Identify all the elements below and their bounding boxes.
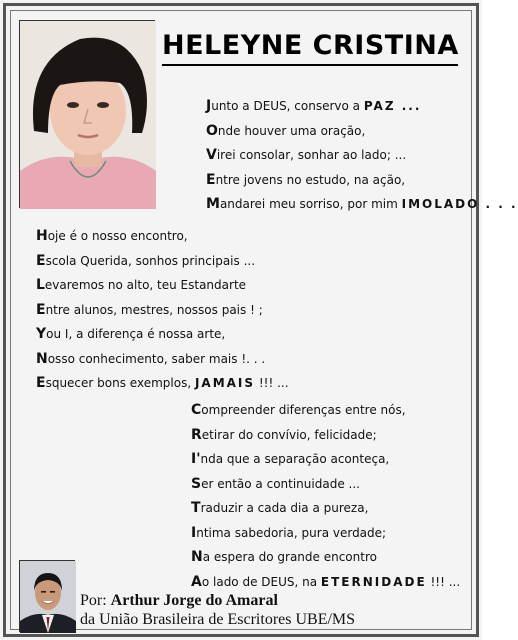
acrostic-initial: R [191,426,202,443]
poem-line [36,298,289,323]
line-text: er então a continuidade ... [201,476,360,491]
poem-line [206,192,518,217]
line-text: unto a DEUS, conservo a [211,99,364,113]
emphasis-text: PAZ ... [363,99,422,113]
acrostic-initial: E [36,301,46,318]
line-text: scola Querida, sonhos principais ... [45,253,256,268]
poem-line [206,168,518,193]
line-text: squecer bons exemplos, [45,376,195,390]
line-text: a espera do grande encontro [202,550,377,564]
acrostic-initial: H [36,228,48,244]
poem-line [206,143,518,168]
line-text: irei consolar, sonhar ao lado; ... [216,148,407,162]
stanza-2 [36,224,289,396]
line-text: nde houver uma oração, [217,123,366,138]
credit-prefix: Por: [80,592,111,609]
acrostic-initial: E [206,171,216,188]
line-text: etirar do convívio, felicidade; [201,427,377,442]
emphasis-text: ETERNIDADE [320,574,427,589]
poem-line [191,545,460,570]
poem-line [206,94,518,119]
stanza-3 [191,398,460,594]
line-text: andarei meu sorriso, por mim [219,197,402,211]
line-text: ompreender diferenças entre nós, [201,403,406,417]
line-text: o lado de DEUS, na [201,574,321,589]
poem-line [36,249,289,274]
poem-line [191,447,460,472]
line-text: ou I, a diferença é nossa arte, [46,327,226,341]
acrostic-initial: L [36,277,45,293]
poem-line [191,472,460,497]
line-text: raduzir a cada dia a pureza, [200,501,369,515]
stanza-1 [206,94,518,217]
line-tail: !!! ... [255,376,289,390]
poem-title: HELEYNE CRISTINA [162,30,459,61]
poem-line [191,521,460,546]
acrostic-initial: C [191,402,202,418]
poem-line [36,371,289,396]
acrostic-initial: V [206,147,217,163]
acrostic-initial: E [36,252,46,269]
author-name: Arthur Jorge do Amaral [110,592,278,609]
acrostic-initial: O [206,122,218,139]
emphasis-text: IMOLADO . . . [401,197,518,211]
line-text: oje é o nosso encontro, [47,229,188,243]
credit-line-1 [80,591,355,610]
line-text: ntre jovens no estudo, na ação, [215,172,406,187]
line-text: evaremos no alto, teu Estandarte [44,278,247,292]
acrostic-initial: E [36,375,46,391]
poem-line [191,423,460,448]
acrostic-initial: T [191,500,201,516]
poem-line [36,322,289,347]
emphasis-text: JAMAIS [194,376,256,390]
poem-line [36,224,289,249]
acrostic-initial: A [191,573,202,590]
line-text: ntima sabedoria, pura verdade; [196,525,387,540]
acrostic-initial: J [206,98,212,114]
portrait-photo [19,20,155,208]
acrostic-initial: I' [191,451,201,467]
acrostic-initial: N [36,350,48,367]
poem-line [191,398,460,423]
title-underline [162,64,458,66]
line-text: ntre alunos, mestres, nossos pais ! ; [45,302,263,317]
acrostic-initial: M [206,196,220,212]
poem-line [206,119,518,144]
line-tail: !!! ... [426,574,461,589]
acrostic-initial: N [191,549,203,565]
author-photo [19,560,75,632]
line-text: nda que a separação aconteça, [200,452,390,466]
poem-line [36,273,289,298]
poem-line [191,496,460,521]
line-text: osso conhecimento, saber mais !. . . [47,351,266,366]
poem-line [36,347,289,372]
acrostic-initial: S [191,475,202,492]
acrostic-initial: I [191,524,197,541]
credit-org: da União Brasileira de Escritores UBE/MS [80,611,356,628]
author-credit [80,591,355,629]
acrostic-initial: Y [36,326,47,342]
